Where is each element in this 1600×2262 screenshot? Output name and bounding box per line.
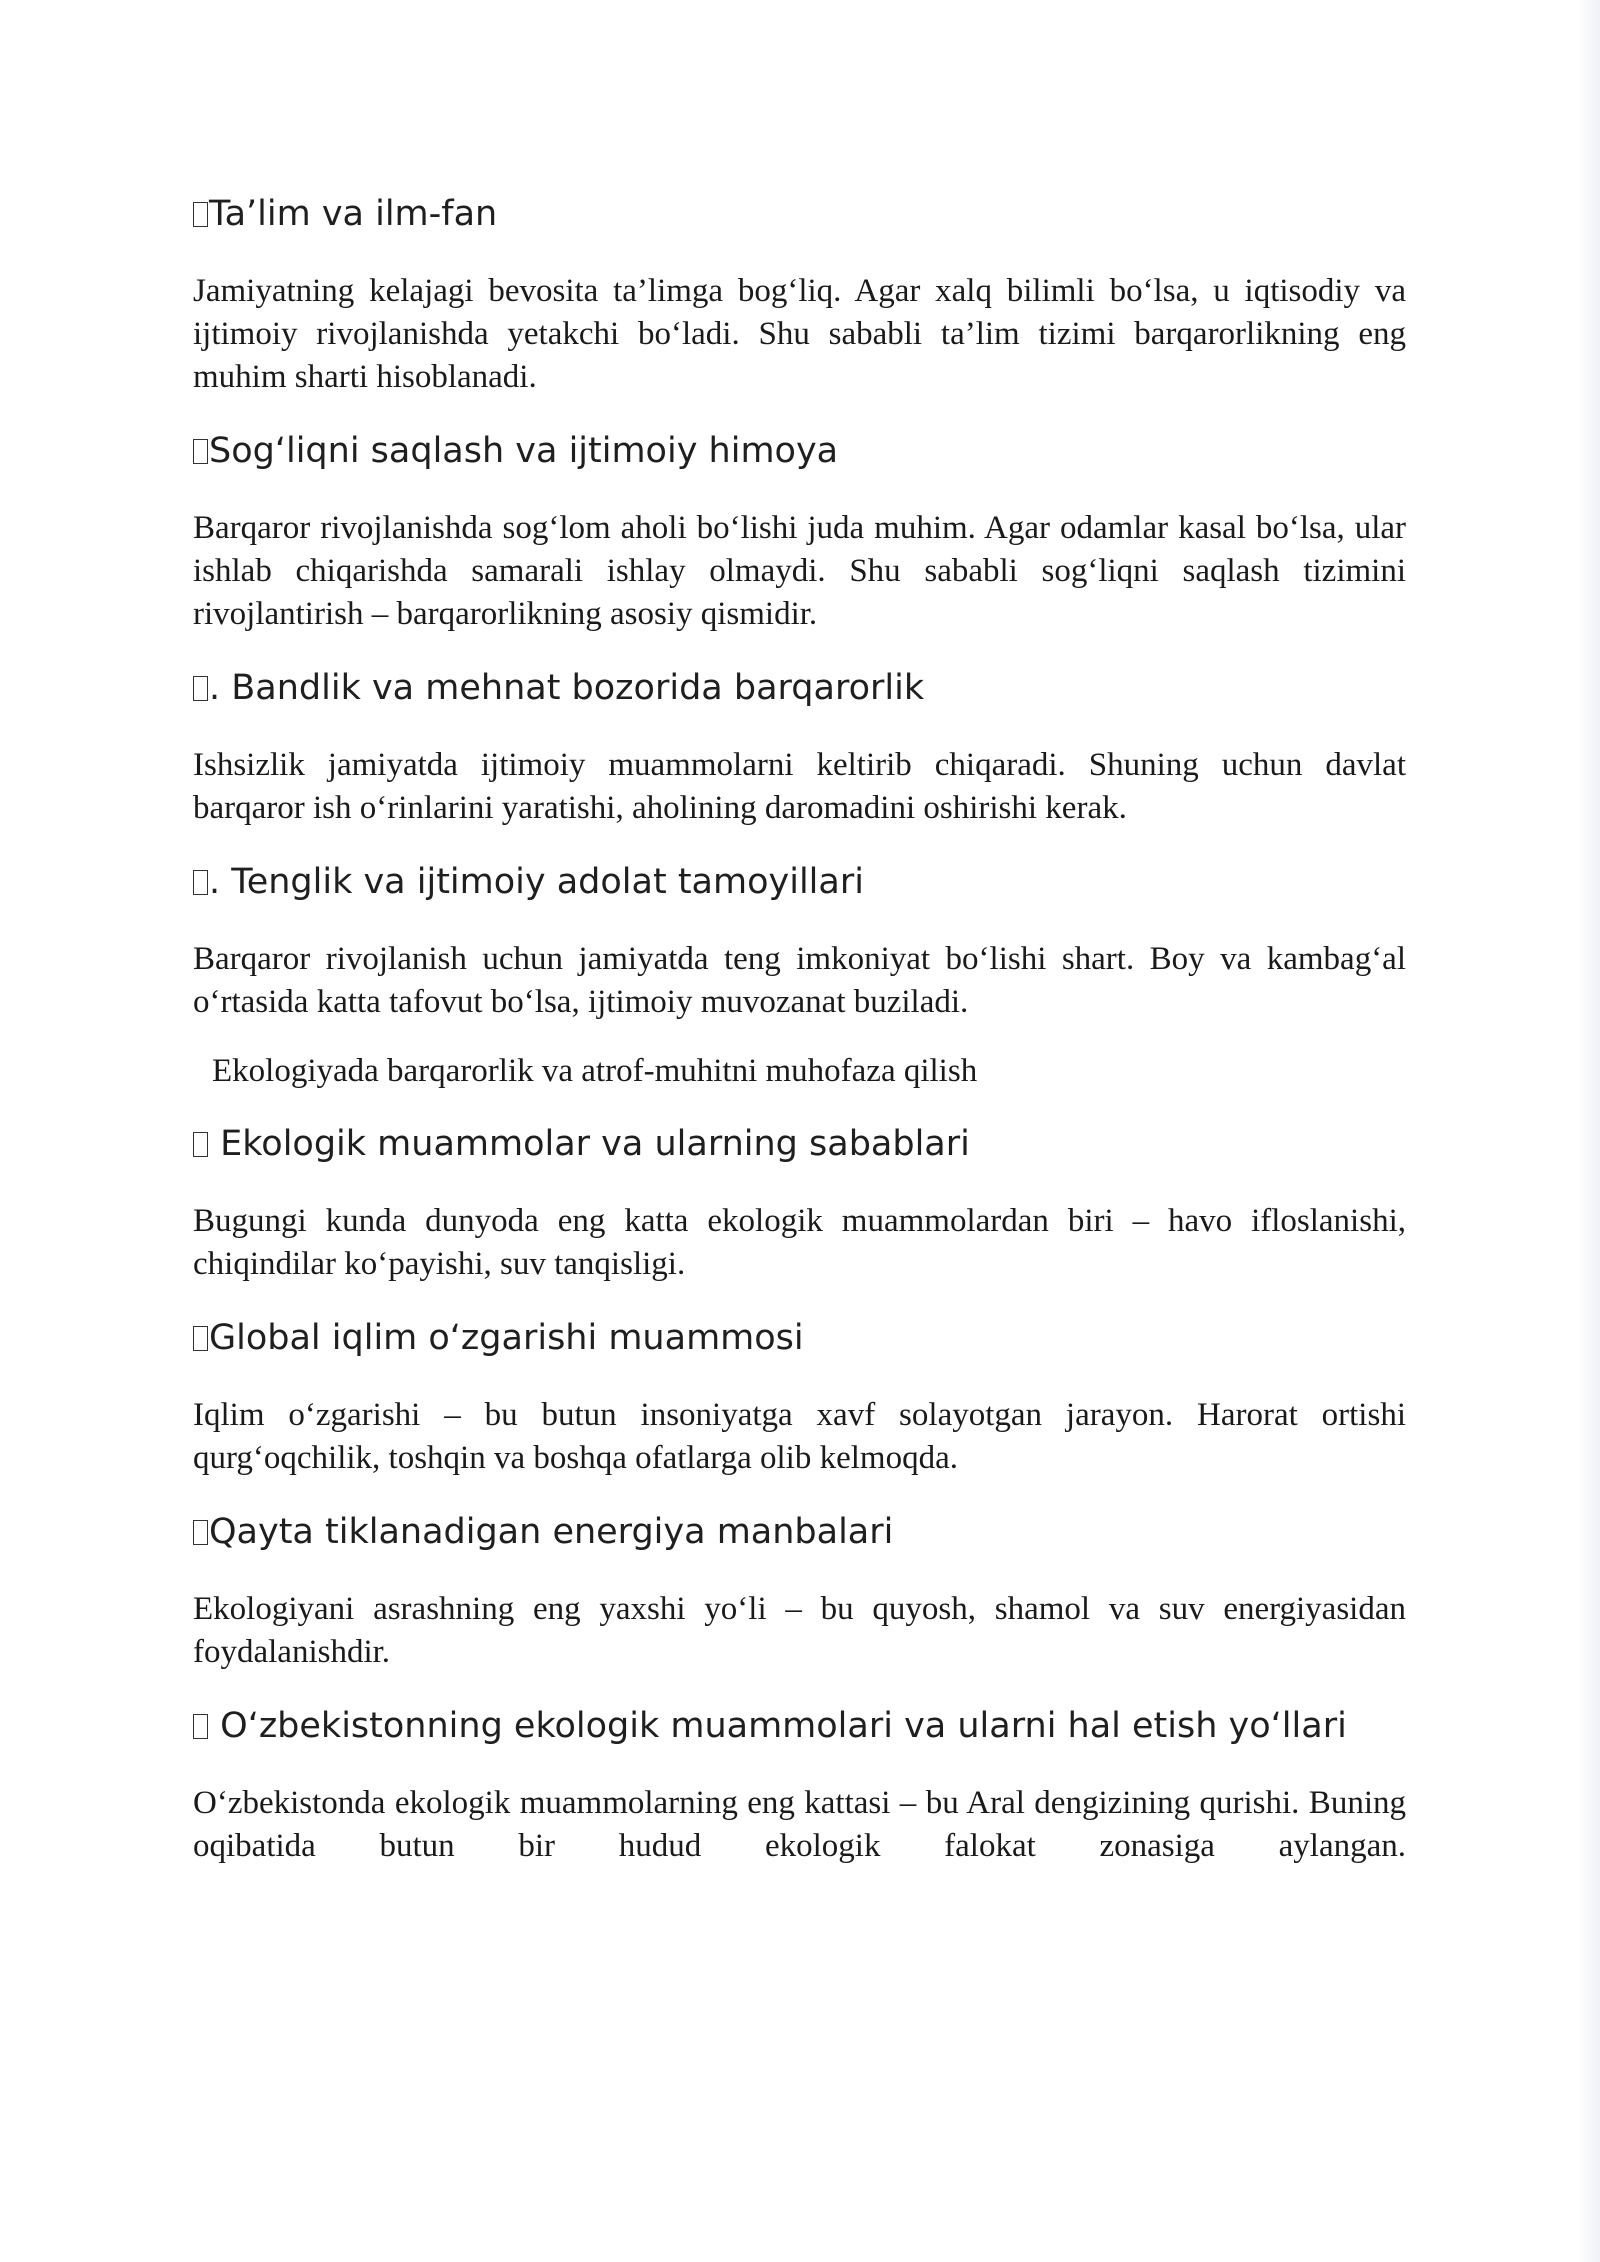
missing-glyph-icon [193, 1132, 208, 1157]
section-paragraph: Bugungi kunda dunyoda eng katta ekologik muammolardan biri – havo ifloslanishi, chiqindilar ko‘payishi, suv tanqisligi. [193, 1203, 1406, 1282]
section-title: Qayta tiklanadigan energiya manbalari [209, 1512, 894, 1552]
section-title: Sog‘liqni saqlash va ijtimoiy himoya [209, 431, 839, 471]
section-paragraph: O‘zbekistonda ekologik muammolarning eng kattasi – bu Aral dengizining qurishi. Buning oqibatida butun bir hudud ekologik falokat zonasiga aylangan. [193, 1785, 1406, 1864]
section-title: O‘zbekistonning ekologik muammolari va ularni hal etish yo‘llari [220, 1706, 1347, 1746]
section-heading [193, 1508, 1406, 1556]
section-heading [193, 1314, 1406, 1362]
document-page [193, 190, 1406, 1896]
section-paragraph: Ekologiyani asrashning eng yaxshi yo‘li – bu quyosh, shamol va suv energiyasidan foydalanishdir. [193, 1591, 1406, 1670]
missing-glyph-icon [193, 1714, 208, 1739]
section-paragraph: Ishsizlik jamiyatda ijtimoiy muammolarni keltirib chiqaradi. Shuning uchun davlat barqaror ish o‘rinlarini yaratishi, aholining daromadini oshirishi kerak. [193, 747, 1406, 826]
section-title: Global iqlim o‘zgarishi muammosi [209, 1318, 804, 1358]
section-paragraph: Iqlim o‘zgarishi – bu butun insoniyatga xavf solayotgan jarayon. Harorat ortishi qurg‘oqchilik, toshqin va boshqa ofatlarga olib kelmoqda. [193, 1397, 1406, 1476]
missing-glyph-icon [193, 202, 208, 227]
section-heading [193, 1120, 1406, 1168]
missing-glyph-icon [193, 439, 208, 464]
missing-glyph-icon [193, 676, 208, 701]
section-title: Ekologik muammolar va ularning sabablari [220, 1124, 970, 1164]
page-edge-shadow [1578, 0, 1600, 2262]
section-heading: . Bandlik va mehnat bozorida barqarorlik [193, 664, 1406, 712]
section-heading [193, 1702, 1406, 1750]
section-title: Tenglik va ijtimoiy adolat tamoyillari [231, 862, 864, 902]
section-paragraph: Jamiyatning kelajagi bevosita ta’limga bog‘liq. Agar xalq bilimli bo‘lsa, u iqtisodiy va ijtimoiy rivojlanishda yetakchi bo‘ladi. Shu sababli ta’lim tizimi barqarorlikning eng muhim sharti hisoblanadi. [193, 273, 1406, 395]
missing-glyph-icon [193, 1326, 208, 1351]
section-paragraph: Barqaror rivojlanish uchun jamiyatda teng imkoniyat bo‘lishi shart. Boy va kambag‘al o‘rtasida katta tafovut bo‘lsa, ijtimoiy muvozanat buziladi. [193, 941, 1406, 1020]
section-heading [193, 427, 1406, 475]
missing-glyph-icon [193, 870, 208, 895]
section-heading [193, 190, 1406, 238]
section-title: Bandlik va mehnat bozorida barqarorlik [231, 668, 925, 708]
ecology-subheading: Ekologiyada barqarorlik va atrof-muhitni muhofaza qilish [212, 1053, 978, 1089]
section-paragraph: Barqaror rivojlanishda sog‘lom aholi bo‘lishi juda muhim. Agar odamlar kasal bo‘lsa, ular ishlab chiqarishda samarali ishlay olmaydi. Shu sababli sog‘liqni saqlash tizimini rivojlantirish – barqarorlikning asosiy qismidir. [193, 510, 1406, 632]
section-heading: . Tenglik va ijtimoiy adolat tamoyillari [193, 858, 1406, 906]
missing-glyph-icon [193, 1520, 208, 1545]
section-title: Ta’lim va ilm-fan [209, 194, 498, 234]
